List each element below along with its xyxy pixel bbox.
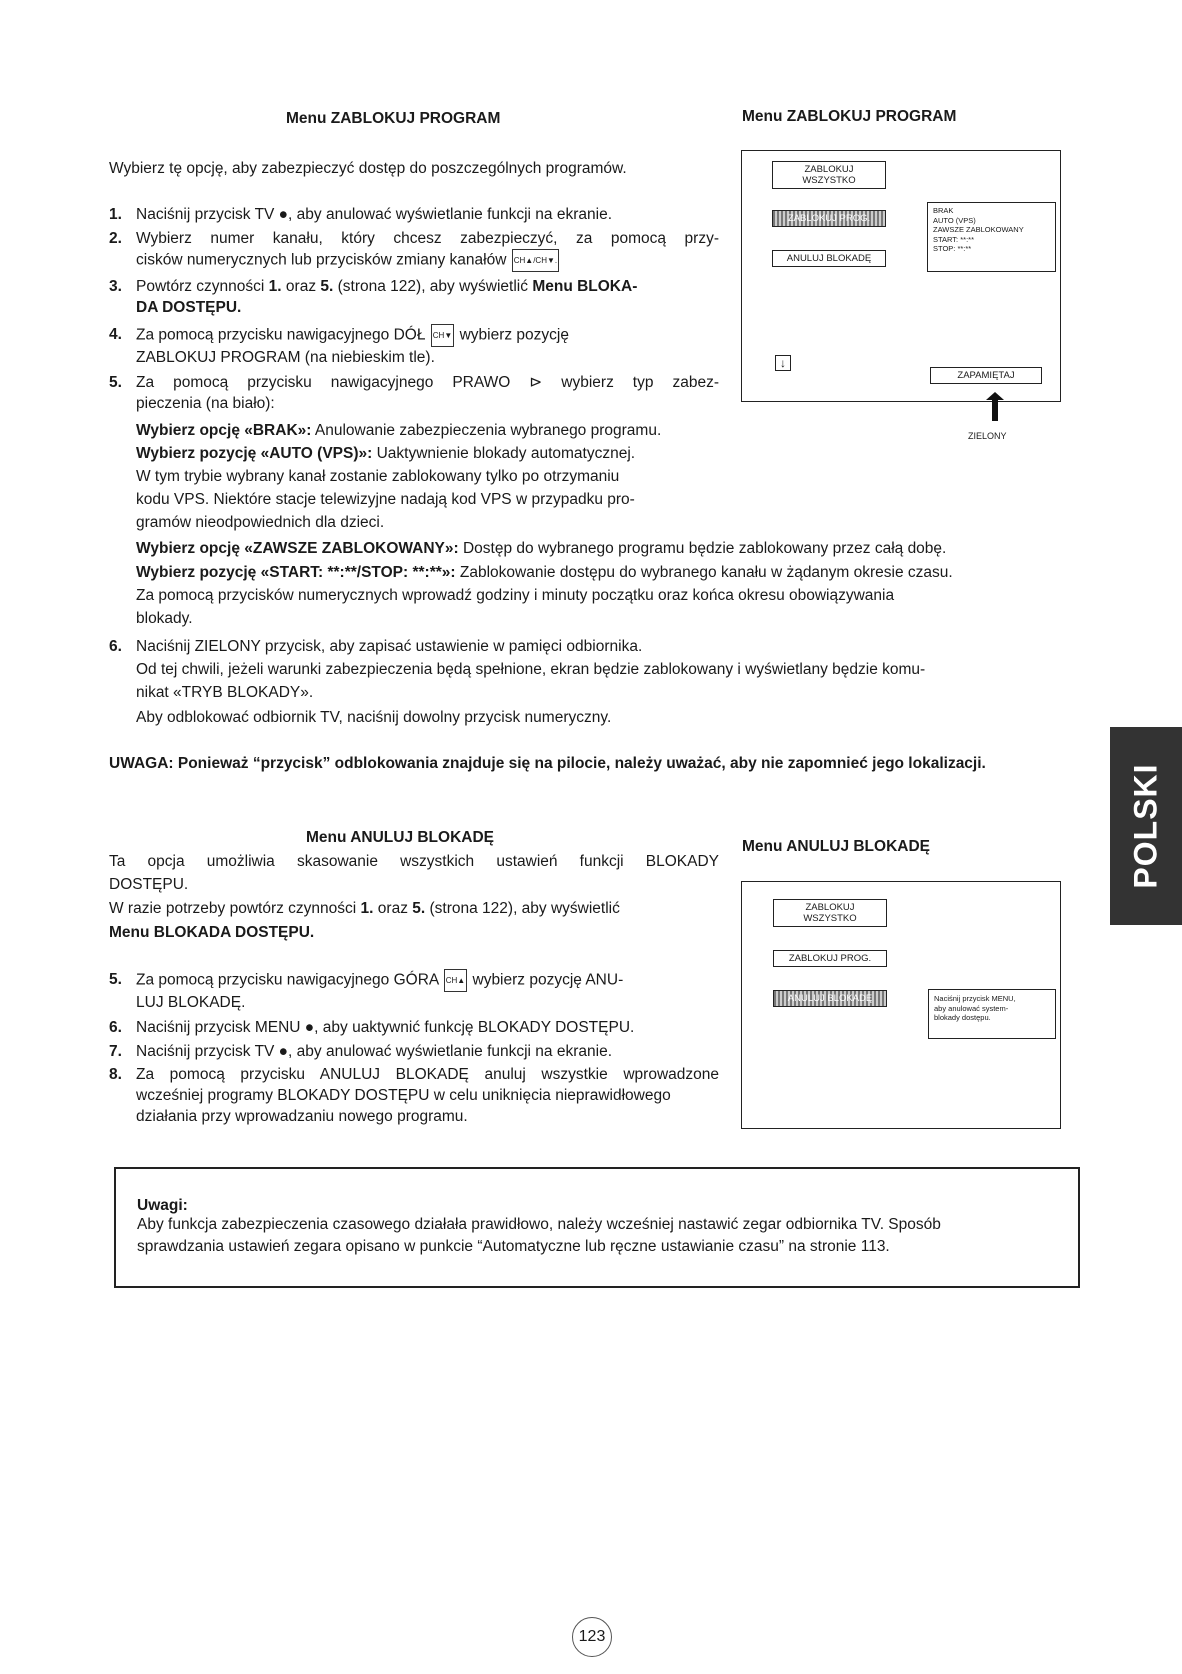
option-auto: Wybierz pozycję «AUTO (VPS)»: Uaktywnienie blokady automatycznej. — [136, 445, 636, 462]
arrow-up-icon — [986, 392, 1004, 400]
option-auto-desc: kodu VPS. Niektóre stacje telewizyjne nadają kod VPS w przypadku pro- — [136, 491, 635, 508]
cancel-lock-button[interactable]: ANULUJ BLOKADĘ — [772, 250, 886, 267]
item-text: nikat «TRYB BLOKADY». — [136, 684, 314, 701]
down-arrow-icon[interactable]: ↓ — [775, 355, 791, 371]
cancel-lock-menu — [741, 881, 1061, 1129]
channel-key-icon: CH▲/CH▼. — [512, 249, 559, 272]
list-item — [109, 372, 719, 414]
item-text: wcześniej programy BLOKADY DOSTĘPU w celu uniknięcia nieprawidłowego — [136, 1087, 671, 1104]
item-number: 7. — [109, 1043, 122, 1060]
warning-text: UWAGA: Ponieważ “przycisk” odblokowania znajduje się na pilocie, należy uważać, aby nie zapomnieć jego lokalizacji. — [109, 755, 986, 772]
section-text: W razie potrzeby powtórz czynności 1. oraz 5. (strona 122), aby wyświetlić — [109, 900, 620, 917]
item-number: 8. — [109, 1066, 122, 1083]
list-item — [109, 969, 719, 1013]
channel-down-icon: CH▼ — [431, 324, 454, 347]
option-item[interactable]: AUTO (VPS) — [933, 215, 976, 225]
item-text: DA DOSTĘPU. — [136, 299, 242, 316]
menu-title: Menu ZABLOKUJ PROGRAM — [742, 108, 957, 125]
option-start-stop-desc: Za pomocą przycisków numerycznych wprowadź godziny i minuty początku oraz końca okresu obowiązywania — [136, 587, 895, 604]
section-text: DOSTĘPU. — [109, 876, 189, 893]
item-number: 6. — [109, 638, 122, 655]
list-item — [109, 204, 719, 225]
lock-program-menu — [741, 150, 1061, 402]
green-label: ZIELONY — [968, 431, 1007, 441]
item-number: 3. — [109, 278, 122, 295]
item-text: Za pomocą przycisku nawigacyjnego DÓŁ CH▼ wybierz pozycję — [109, 324, 719, 347]
item-number: 2. — [109, 230, 122, 247]
item-number: 4. — [109, 326, 122, 343]
language-tab: POLSKI — [1110, 727, 1182, 925]
section-heading-lock-program: Menu ZABLOKUJ PROGRAM — [286, 110, 501, 127]
item-text: ZABLOKUJ PROGRAM (na niebieskim tle). — [136, 349, 435, 366]
item-text: działania przy wprowadzaniu nowego programu. — [136, 1108, 468, 1125]
option-auto-desc: W tym trybie wybrany kanał zostanie zablokowany tylko po otrzymaniu — [136, 468, 620, 485]
channel-up-icon: CH▲ — [444, 969, 467, 992]
notes-text: Aby funkcja zabezpieczenia czasowego działała prawidłowo, należy wcześniej nastawić zegar odbiornika TV. Sposób — [137, 1216, 941, 1233]
option-auto-desc: gramów nieodpowiednich dla dzieci. — [136, 514, 385, 531]
lock-program-button[interactable]: ZABLOKUJ PROG. — [773, 950, 887, 967]
item-text: Wybierz numer kanału, który chcesz zabezpieczyć, za pomocą przy- — [136, 230, 719, 247]
item-text: Od tej chwili, jeżeli warunki zabezpieczenia będą spełnione, ekran będzie zablokowany i wyświetlany będzie komu- — [136, 661, 926, 678]
item-text: cisków numerycznych lub przycisków zmiany kanałów CH▲/CH▼. — [109, 249, 719, 272]
item-text: Naciśnij przycisk TV ●, aby anulować wyświetlanie funkcji na ekranie. — [136, 1043, 612, 1060]
info-box: Naciśnij przycisk MENU, aby anulować system- blokady dostępu. — [928, 989, 1056, 1039]
item-text: Powtórz czynności 1. oraz 5. (strona 122), aby wyświetlić Menu BLOKA- — [136, 278, 638, 295]
list-item — [109, 1064, 719, 1127]
option-brak: Wybierz opcję «BRAK»: Anulowanie zabezpieczenia wybranego programu. — [136, 422, 662, 439]
item-text: Za pomocą przycisku nawigacyjnego PRAWO ⊳ wybierz typ zabez- — [136, 374, 719, 391]
item-text: Naciśnij przycisk MENU ●, aby uaktywnić funkcję BLOKADY DOSTĘPU. — [136, 1019, 635, 1036]
item-text: pieczenia (na biało): — [136, 395, 275, 412]
lock-all-button[interactable]: ZABLOKUJ WSZYSTKO — [773, 899, 887, 927]
item-text: Naciśnij ZIELONY przycisk, aby zapisać ustawienie w pamięci odbiornika. — [136, 638, 643, 655]
notes-box — [114, 1167, 1080, 1288]
item-number: 5. — [109, 374, 122, 391]
option-item[interactable]: BRAK — [933, 206, 954, 215]
notes-text: sprawdzania ustawień zegara opisano w punkcie “Automatyczne lub ręczne ustawianie czasu” na stronie 113. — [137, 1238, 890, 1255]
lock-all-button[interactable]: ZABLOKUJ WSZYSTKO — [772, 161, 886, 189]
section-text: Ta opcja umożliwia skasowanie wszystkich ustawień funkcji BLOKADY — [109, 853, 719, 870]
option-item[interactable]: ZAWSZE ZABLOKOWANY — [933, 225, 1024, 234]
section-intro: Wybierz tę opcję, aby zabezpieczyć dostęp do poszczególnych programów. — [109, 160, 627, 177]
item-text: LUJ BLOKADĘ. — [136, 994, 246, 1011]
list-item — [109, 276, 719, 318]
notes-title: Uwagi: — [137, 1197, 188, 1214]
item-text: Naciśnij przycisk TV ●, aby anulować wyświetlanie funkcji na ekranie. — [136, 206, 612, 223]
option-always: Wybierz opcję «ZAWSZE ZABLOKOWANY»: Dostęp do wybranego programu będzie zablokowany przez całą dobę. — [136, 540, 947, 557]
section-text: Menu BLOKADA DOSTĘPU. — [109, 924, 315, 941]
list-item — [109, 1041, 719, 1062]
option-start-stop-desc: blokady. — [136, 610, 193, 627]
item-text: Za pomocą przycisku nawigacyjnego GÓRA CH▲ wybierz pozycję ANU- — [109, 969, 719, 992]
menu-title: Menu ANULUJ BLOKADĘ — [742, 838, 931, 855]
option-item[interactable]: START: **:** — [933, 234, 974, 244]
cancel-lock-button[interactable]: ANULUJ BLOKADĘ — [773, 990, 887, 1007]
lock-type-options — [927, 202, 1056, 272]
page-number: 123 — [572, 1617, 612, 1657]
option-start-stop: Wybierz pozycję «START: **:**/STOP: **:**»: Zablokowanie dostępu do wybranego kanału w żądanym okresie czasu. — [136, 564, 953, 581]
list-item — [109, 1017, 719, 1038]
item-number: 5. — [109, 971, 122, 988]
lock-program-button[interactable]: ZABLOKUJ PROG. — [772, 210, 886, 227]
save-button[interactable]: ZAPAMIĘTAJ — [930, 367, 1042, 384]
item-text: Aby odblokować odbiornik TV, naciśnij dowolny przycisk numeryczny. — [136, 709, 612, 726]
item-text: Za pomocą przycisku ANULUJ BLOKADĘ anuluj wszystkie wprowadzone — [136, 1066, 719, 1083]
section-heading-cancel-lock: Menu ANULUJ BLOKADĘ — [306, 829, 495, 846]
item-number: 6. — [109, 1019, 122, 1036]
item-number: 1. — [109, 206, 122, 223]
option-item[interactable]: STOP: **:** — [933, 244, 972, 253]
list-item — [109, 324, 719, 368]
list-item — [109, 228, 719, 272]
